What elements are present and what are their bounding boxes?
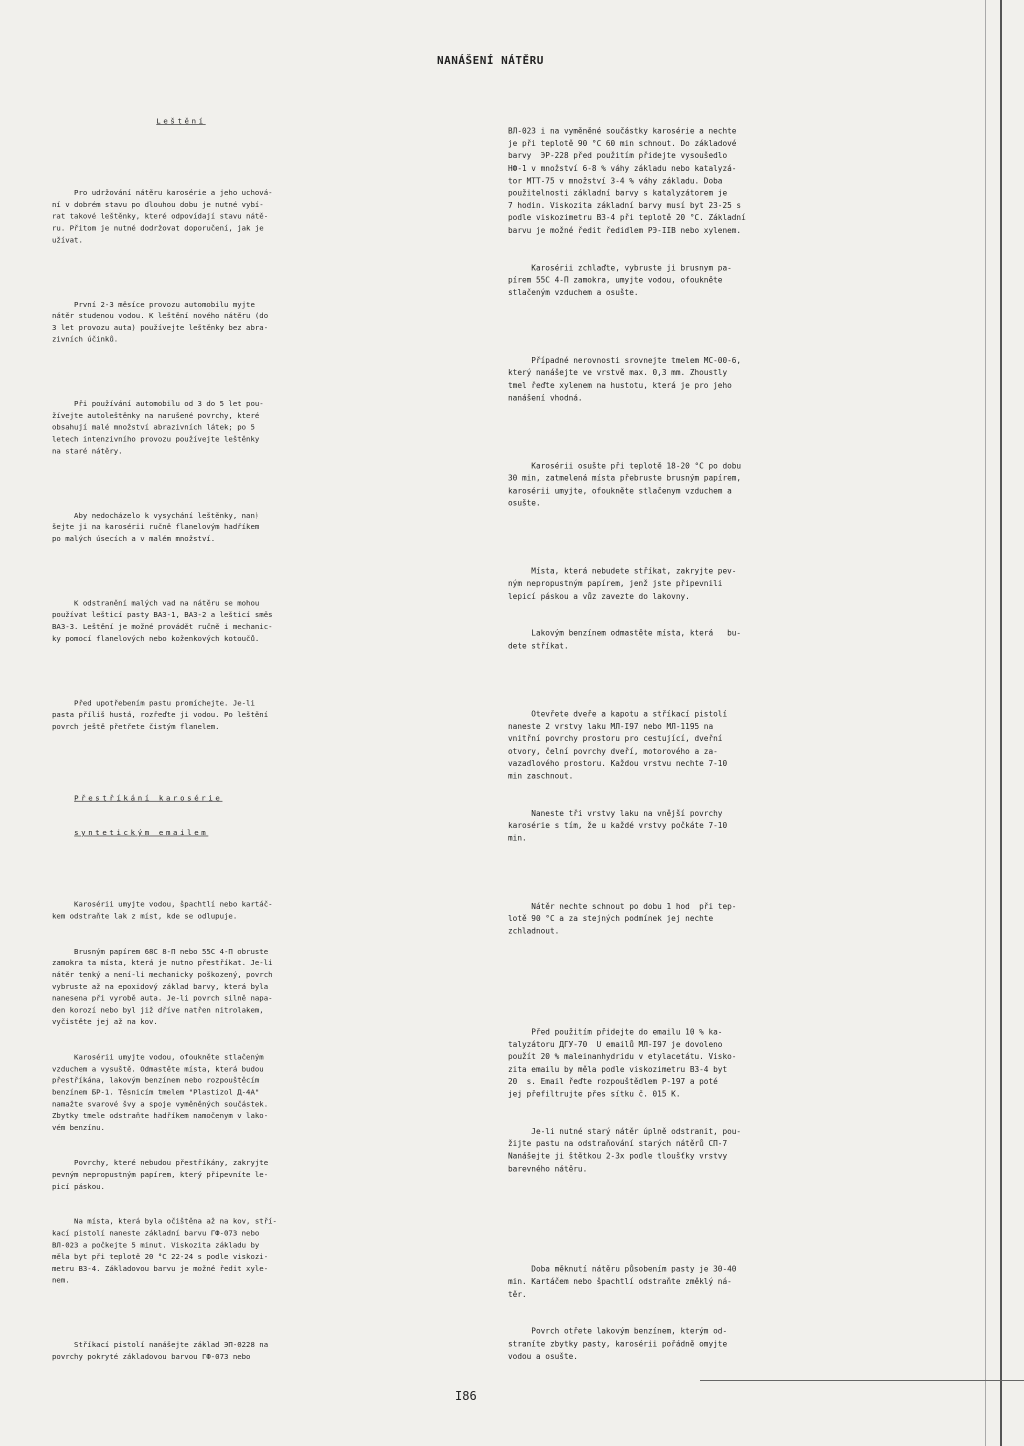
paragraph: Povrchy, které nebudou přestříkány, zakryjte pevným nepropustným papírem, který připevníte le- picí páskou. bbox=[52, 1158, 269, 1191]
section-heading-polishing: Leštění bbox=[156, 116, 206, 126]
left-column bbox=[52, 92, 277, 1374]
paragraph: Karosérii osušte při teplotě 18-20 °C po dobu 30 min, zatmelená místa přebruste brusným papírem, karosérii umyjte, ofoukněte stlačenym vzduchem a osušte. bbox=[508, 461, 742, 508]
paragraph: První 2-3 měsíce provozu automobilu myjte nátěr studenou vodou. K leštění nového nátěru (do 3 let provozu auta) používejte leštěnky bez abra- zivních účinků. bbox=[52, 299, 269, 344]
paragraph: Před upotřebením pastu promíchejte. Je-li pasta příliš hustá, rozřeďte ji vodou. Po leštění povrch ještě přetřete čistým flanelem. bbox=[52, 698, 269, 731]
paragraph: Při používání automobilu od 3 do 5 let pou- žívejte autoleštěnky na narušené povrchy, které obsahují malé množství abrazivních látek; po 5 letech intenzivního provozu používejte leštěnky na staré nátěry. bbox=[52, 399, 264, 456]
paragraph: Je-li nutné starý nátěr úplně odstranit, pou- žijte pastu na odstraňování starých nátěrů СП-7 Nanášejte ji štětkou 2-3x podle tloušťky vrstvy barevného nátěru. bbox=[508, 1126, 742, 1173]
right-column bbox=[508, 100, 746, 1375]
paragraph: Povrch otřete lakovým benzínem, kterým od- straníte zbytky pasty, karosérii pořádně omyjte vodou a osušte. bbox=[508, 1326, 728, 1361]
paragraph: Na místa, která byla očištěna až na kov, stří- kací pistolí naneste základní barvu ГФ-073 nebo ВЛ-023 a počkejte 5 minut. Viskozita základu by měla byt při teplotě 20 °C 22-24 s podle viskozi- metru B3-4. Základovou barvu je možné ředit xyle- nem. bbox=[52, 1216, 277, 1285]
paragraph: Pro udržování nátěru karosérie a jeho uchová- ní v dobrém stavu po dlouhou dobu je nutné vybí- rat takové leštěnky, které odpovídají stavu nátě- ru. Přitom je nutné dodržovat doporučení, jak je užívat. bbox=[52, 188, 273, 244]
paragraph: Nátěr nechte schnout po dobu 1 hod při tep- lotě 90 °C a za stejných podmínek jej nechte zchladnout. bbox=[508, 901, 737, 936]
paragraph: Před použitím přidejte do emailu 10 % ka- talyzátoru ДГУ-70 U emailů МЛ-I97 je dovoleno použít 20 % maleinanhydridu v etylacetátu. Visko- zita emailu by měla podle viskozimetru B3-4 byt 20 s. Email řeďte rozpouštědlem P-197 a poté jej přefiltrujte přes sítku č. 015 K. bbox=[508, 1027, 737, 1099]
paragraph: Stříkací pistolí nanášejte základ ЭП-0228 na povrchy pokryté základovou barvou ГФ-073 nebo bbox=[52, 1340, 269, 1361]
paragraph: Otevřete dveře a kapotu a stříkací pistolí naneste 2 vrstvy laku МЛ-I97 nebo МЛ-1195 na vnitřní povrchy prostoru pro cestující, dveřní otvory, čelní povrchy dveří, motorového a za- vazadlového prostoru. Každou vrstvu nechte 7-10 min zaschnout. bbox=[508, 709, 728, 781]
paragraph: Případné nerovnosti srovnejte tmelem MC-00-6, který nanášejte ve vrstvě max. 0,3 mm. Zhoustly tmel řeďte xylenem na hustotu, která je pro jeho nanášení vhodná. bbox=[508, 355, 742, 403]
page-number: I86 bbox=[455, 1389, 477, 1403]
paragraph: Karosérii zchlaďte, vybruste ji brusnym pa- pírem 55C 4-П zamokra, umyjte vodou, ofoukněte stlačeným vzduchem a osušte. bbox=[508, 262, 732, 297]
running-head: NANÁŠENÍ NÁTĚRU bbox=[437, 54, 544, 67]
paragraph: ВЛ-023 i na vyměněné součástky karosérie a nechte je při teplotě 90 °C 60 min schnout. Do základové barvy ЭP-228 před použitím přidejte vysoušedlo НФ-1 v množství 6-8 % váhy základu nebo katalyzá- tor МТТ-75 v množství 3-4 % váhy základu. Doba použitelnosti základní barvy s katalyzátorem je 7 hodin. Viskozita základní barvy musí byt 23-25 s podle viskozimetru B3-4 při teplotě 20 °C. Základní barvu je možné ředit ředidlem РЭ-IIB nebo xylenem. bbox=[508, 126, 746, 235]
paragraph: Brusným papírem 68C 8-П nebo 55C 4-П obruste zamokra ta místa, která je nutno přestříkat. Je-li nátěr tenký a není-li mechanicky poškozený, povrch vybruste až na epoxidový základ barvy, která byla nanesena při vyrobě auta. Je-li povrch silně napa- den korozí nebo byl již dříve natřen nitrolakem, vyčistěte jej až na kov. bbox=[52, 946, 273, 1027]
paragraph: Karosérii umyjte vodou, ofoukněte stlačeným vzduchem a vysuště. Odmastěte místa, která budou přestříkána, lakovým benzínem nebo rozpouštěcím benzínem БР-1. Těsnicím tmelem "Plastizol Д-4A" namažte svarové švy a spoje vyměněných součástek. Zbytky tmele odstraňte hadříkem namočenym v lako- vém benzínu. bbox=[52, 1052, 269, 1132]
paragraph: Naneste tři vrstvy laku na vnější povrchy karosérie s tím, že u každé vrstvy počkáte 7-10 min. bbox=[508, 808, 728, 843]
paragraph: Lakovým benzínem odmastěte místa, která bu- dete stříkat. bbox=[508, 628, 742, 651]
paragraph: Karosérii umyjte vodou, špachtlí nebo kartáč- kem odstraňte lak z míst, kde se odlupuje. bbox=[52, 899, 273, 921]
section-heading-respraying: Přestříkání karosérie bbox=[74, 793, 223, 802]
paragraph: K odstranění malých vad na nátěru se mohou používat lešticí pasty BA3-1, BA3-2 a lešticí směs BA3-3. Leštění je možné provádět ručně i mechanic- ky pomocí flanelových nebo koženkových kotoučů. bbox=[52, 598, 273, 643]
section-heading-respraying-line2: syntetickým emailem bbox=[74, 828, 209, 838]
page-edge-shadow bbox=[985, 0, 986, 1446]
bottom-rule bbox=[700, 1380, 1024, 1381]
page-edge-line bbox=[1000, 0, 1002, 1446]
paragraph: Místa, která nebudete stříkat, zakryjte pev- ným nepropustným papírem, jenž jste připevnili lepicí páskou a vůz zavezte do lakovny. bbox=[508, 566, 737, 601]
paragraph: Aby nedocházelo k vysychání leštěnky, nanᚭ šejte ji na karosérii ručně flanelovým hadříkem po malých úsecích a v malém množství. bbox=[52, 510, 260, 543]
paragraph: Doba měknutí nátěru působením pasty je 30-40 min. Kartáčem nebo špachtlí odstraňte změklý ná- těr. bbox=[508, 1264, 737, 1299]
